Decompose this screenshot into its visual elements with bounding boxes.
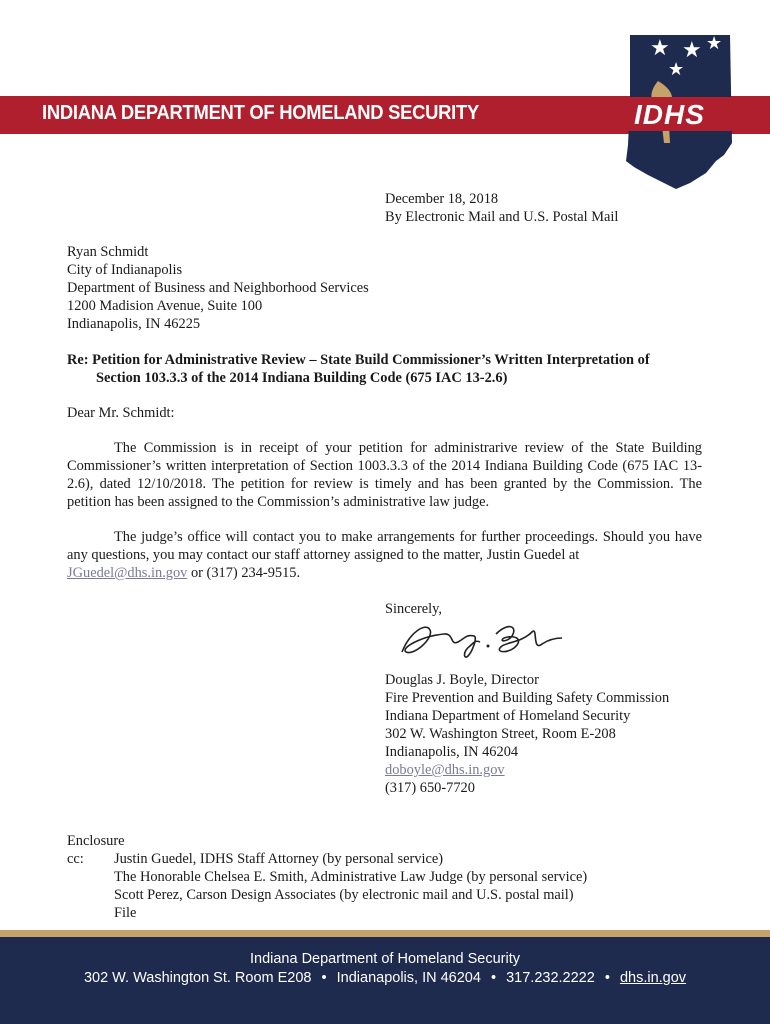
- signatory-line: 302 W. Washington Street, Room E-208: [385, 726, 616, 742]
- star-icon: ★: [682, 38, 702, 63]
- recipient-line: Indianapolis, IN 46225: [67, 316, 201, 332]
- footer-address: 302 W. Washington St. Room E208: [83, 970, 312, 986]
- body-paragraph-2: [67, 528, 702, 564]
- signatory-line: Douglas J. Boyle, Director: [385, 672, 539, 688]
- recipient-line: Department of Business and Neighborhood Services: [67, 280, 369, 296]
- footer-separator: •: [321, 970, 327, 986]
- cc-label: cc:: [67, 851, 84, 867]
- recipient-line: 1200 Madision Avenue, Suite 100: [67, 298, 263, 314]
- star-icon: ★: [650, 36, 670, 61]
- footer-contact-line: [0, 970, 770, 986]
- star-icon: ★: [668, 59, 685, 80]
- body-paragraph-1: The Commission is in receipt of your petition for administrarive review of the State Building Commissioner’s written interpretation of Section 1003.3.3 of the 2014 Indiana Building Code (675 IAC 13-2.6), dated 12/10/2018. The petition for review is timely and has been granted by the Commission. The petition has been assigned to the Commission’s administrative law judge.: [67, 440, 702, 510]
- signatory-line: Fire Prevention and Building Safety Commission: [385, 690, 670, 706]
- closing: Sincerely,: [385, 601, 443, 617]
- recipient-line: Ryan Schmidt: [67, 244, 149, 260]
- idhs-logo: [620, 33, 740, 191]
- cc-item: Scott Perez, Carson Design Associates (by electronic mail and U.S. postal mail): [114, 887, 574, 903]
- contact-line: [67, 564, 300, 582]
- agency-title: INDIANA DEPARTMENT OF HOMELAND SECURITY: [42, 102, 479, 124]
- footer-website-link[interactable]: dhs.in.gov: [619, 970, 687, 986]
- attorney-email-link[interactable]: JGuedel@dhs.in.gov: [67, 565, 188, 581]
- signatory-line: Indianapolis, IN 46204: [385, 744, 519, 760]
- star-icon: ★: [706, 33, 723, 54]
- letter-date: December 18, 2018: [385, 191, 499, 207]
- signatory-phone: (317) 650-7720: [385, 780, 475, 796]
- footer-city: Indianapolis, IN 46204: [336, 970, 481, 986]
- salutation: Dear Mr. Schmidt:: [67, 405, 175, 421]
- paragraph-2-text: The judge’s office will contact you to make arrangements for further proceedings. Should you have any questions, you may contact our staff attorney assigned to the matter, Justin Guedel at: [67, 529, 702, 563]
- signatory-email-link[interactable]: doboyle@dhs.in.gov: [385, 762, 505, 778]
- handwritten-signature: [392, 612, 567, 668]
- subject-line: Re: Petition for Administrative Review – State Build Commissioner’s Written Interpretation of: [67, 352, 650, 368]
- cc-item: Justin Guedel, IDHS Staff Attorney (by personal service): [114, 851, 444, 867]
- subject-line-continued: Section 103.3.3 of the 2014 Indiana Building Code (675 IAC 13-2.6): [96, 370, 508, 386]
- recipient-line: City of Indianapolis: [67, 262, 183, 278]
- cc-item: File: [114, 905, 137, 921]
- footer-agency-name: Indiana Department of Homeland Security: [249, 951, 520, 967]
- footer-separator: •: [604, 970, 610, 986]
- footer-separator: •: [490, 970, 497, 986]
- footer: [0, 937, 770, 1024]
- idhs-logo-text: IDHS: [634, 99, 705, 130]
- cc-item: The Honorable Chelsea E. Smith, Administrative Law Judge (by personal service): [114, 869, 588, 885]
- delivery-method: By Electronic Mail and U.S. Postal Mail: [385, 209, 619, 225]
- enclosure-label: Enclosure: [67, 833, 125, 849]
- footer-gold-stripe: [0, 930, 770, 937]
- attorney-phone: or (317) 234-9515.: [187, 565, 301, 581]
- footer-phone: 317.232.2222: [506, 970, 595, 986]
- signatory-line: Indiana Department of Homeland Security: [385, 708, 631, 724]
